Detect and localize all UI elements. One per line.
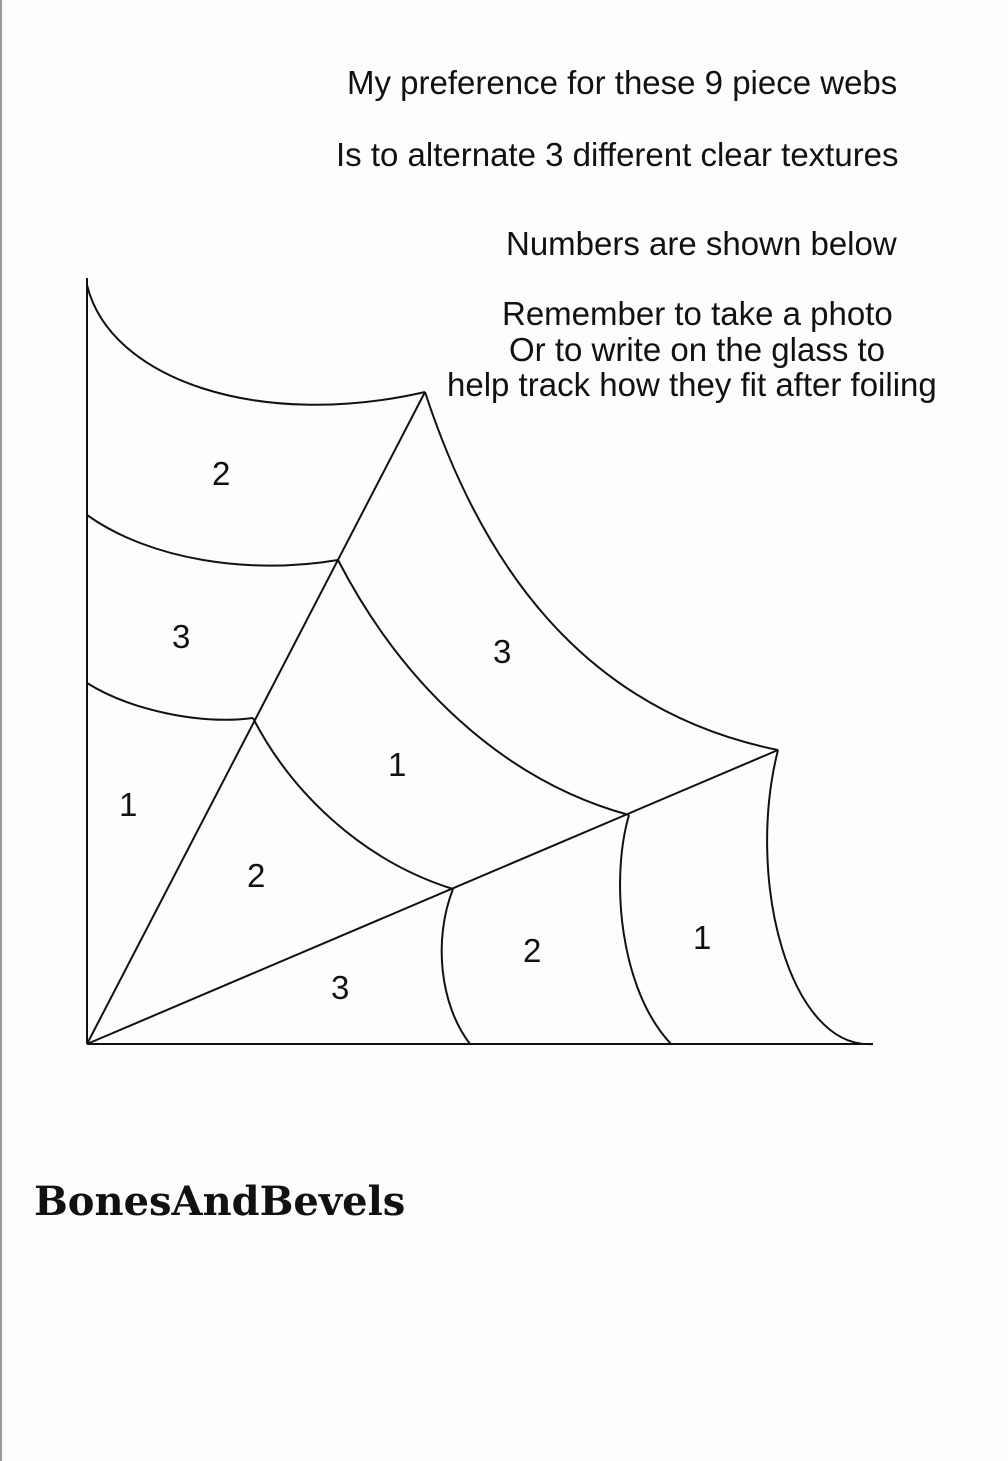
piece-number-center-outer: 3	[493, 633, 512, 670]
web-ring-inner-bottom	[442, 889, 470, 1044]
piece-number-bottom-middle: 2	[523, 932, 542, 969]
note-line-4: Remember to take a photo	[502, 295, 893, 332]
web-ring-middle-center	[338, 560, 629, 815]
piece-number-bottom-inner: 3	[331, 969, 350, 1006]
web-ring-middle-left	[87, 515, 338, 566]
web-outer-curve-bottom	[767, 750, 873, 1044]
piece-number-center-inner: 2	[247, 857, 266, 894]
note-line-1: My preference for these 9 piece webs	[347, 64, 898, 101]
piece-number-bottom-outer: 1	[693, 919, 712, 956]
web-outer-curve-top	[87, 285, 425, 405]
web-diagonal-lower	[87, 750, 778, 1044]
note-line-3: Numbers are shown below	[506, 225, 897, 262]
web-ring-inner-center	[253, 718, 453, 889]
piece-number-left-outer: 2	[212, 455, 231, 492]
note-line-6: help track how they fit after foiling	[447, 366, 937, 403]
brand-watermark: BonesAndBevels	[34, 1178, 406, 1225]
note-line-5: Or to write on the glass to	[509, 331, 886, 368]
web-ring-middle-bottom	[620, 815, 671, 1044]
web-ring-inner-left	[87, 683, 253, 720]
piece-number-center-middle: 1	[388, 746, 407, 783]
web-diagonal-upper	[87, 392, 425, 1044]
piece-number-left-inner: 1	[119, 786, 138, 823]
web-outer-curve-right	[425, 392, 778, 750]
piece-number-left-middle: 3	[172, 618, 191, 655]
note-line-2: Is to alternate 3 different clear textures	[336, 136, 899, 173]
